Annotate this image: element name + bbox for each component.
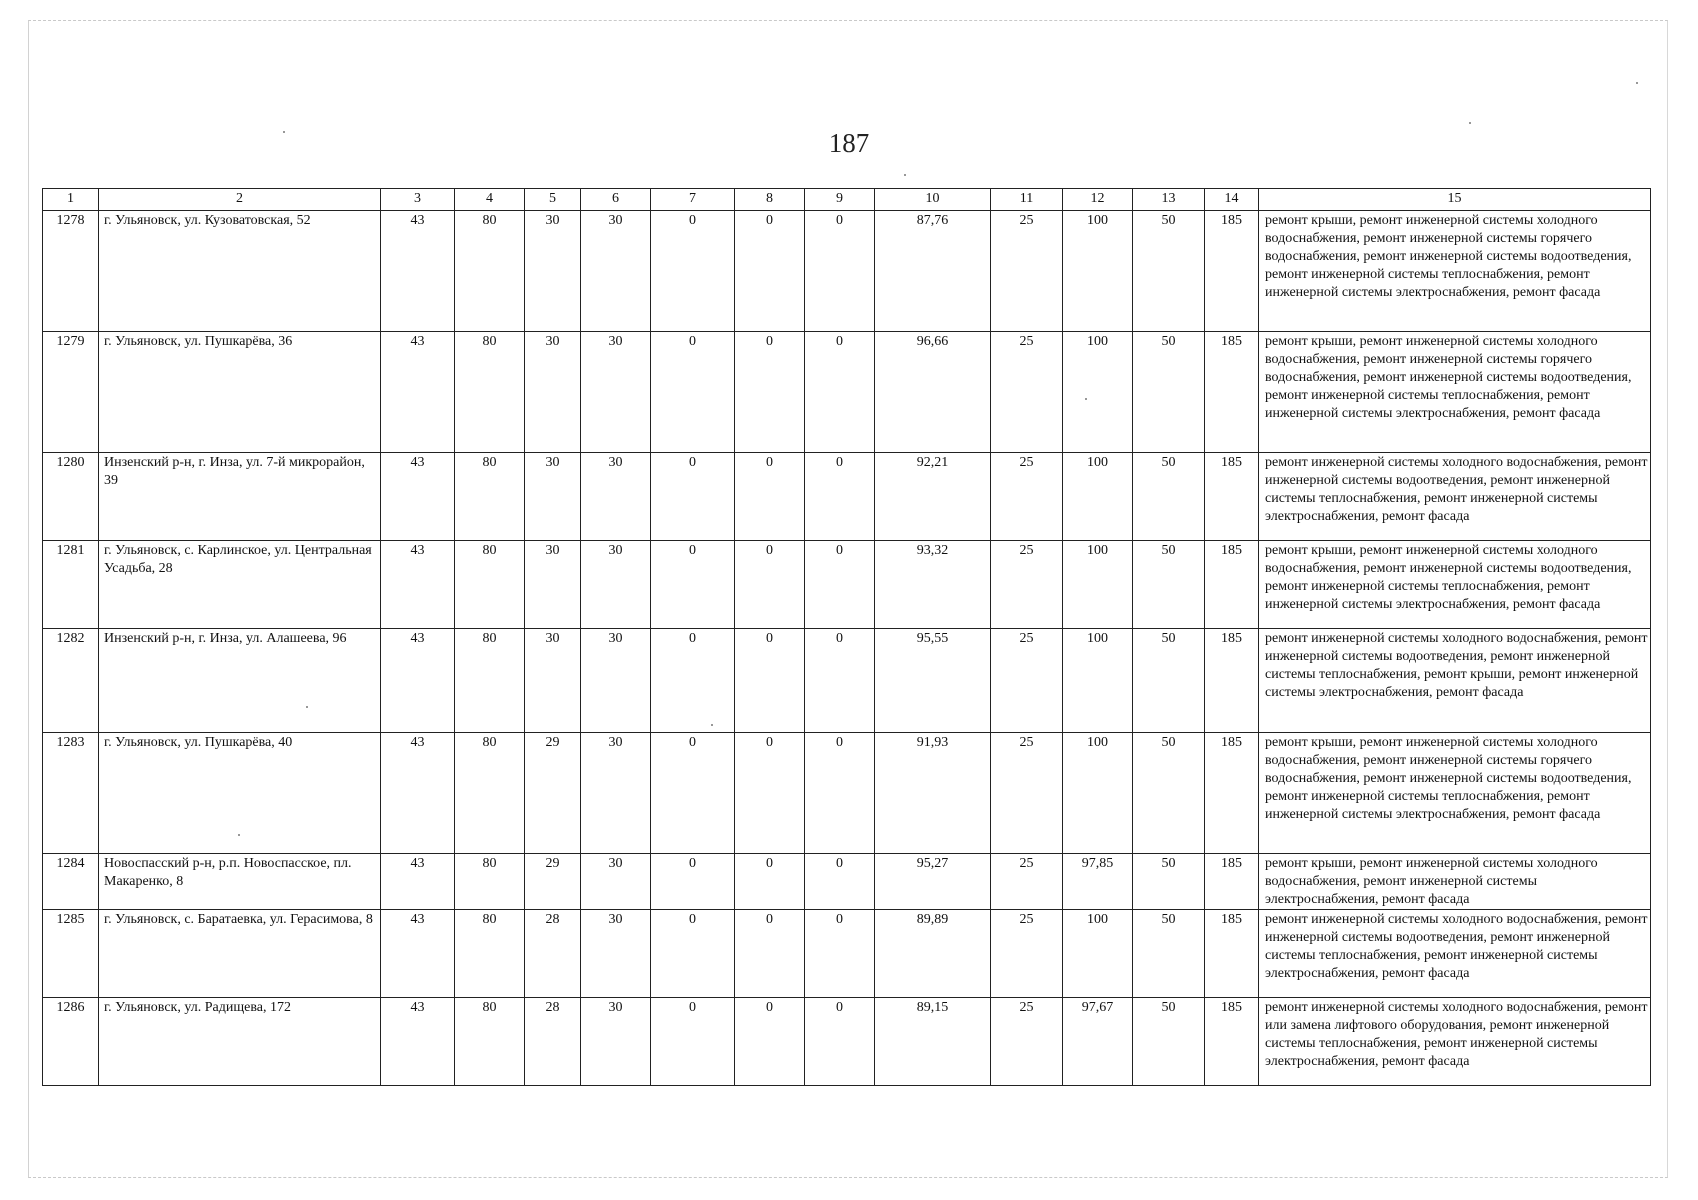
value-cell: 0 bbox=[805, 211, 875, 332]
value-cell: 185 bbox=[1205, 998, 1259, 1086]
value-cell: 30 bbox=[581, 998, 651, 1086]
value-cell: 43 bbox=[381, 629, 455, 733]
column-header-10: 10 bbox=[875, 189, 991, 211]
value-cell: 80 bbox=[455, 629, 525, 733]
value-cell: 185 bbox=[1205, 332, 1259, 453]
value-cell: 0 bbox=[651, 211, 735, 332]
value-cell: 1278 bbox=[43, 211, 99, 332]
value-cell: 0 bbox=[651, 854, 735, 910]
value-cell: 43 bbox=[381, 211, 455, 332]
value-cell: 25 bbox=[991, 541, 1063, 629]
column-header-3: 3 bbox=[381, 189, 455, 211]
value-cell: 0 bbox=[651, 453, 735, 541]
page-number: 187 bbox=[828, 128, 870, 158]
address-cell: Инзенский р-н, г. Инза, ул. Алашеева, 96 bbox=[99, 629, 381, 733]
value-cell: 30 bbox=[525, 453, 581, 541]
value-cell: 100 bbox=[1063, 629, 1133, 733]
table-body bbox=[43, 211, 1651, 1086]
value-cell: 0 bbox=[805, 541, 875, 629]
value-cell: 0 bbox=[805, 910, 875, 998]
column-header-6: 6 bbox=[581, 189, 651, 211]
value-cell: 0 bbox=[805, 453, 875, 541]
value-cell: 100 bbox=[1063, 541, 1133, 629]
value-cell: 97,85 bbox=[1063, 854, 1133, 910]
value-cell: 100 bbox=[1063, 332, 1133, 453]
value-cell: 95,27 bbox=[875, 854, 991, 910]
value-cell: 92,21 bbox=[875, 453, 991, 541]
value-cell: 0 bbox=[735, 733, 805, 854]
value-cell: 0 bbox=[735, 629, 805, 733]
value-cell: 30 bbox=[525, 211, 581, 332]
value-cell: 25 bbox=[991, 854, 1063, 910]
table-row bbox=[43, 998, 1651, 1086]
value-cell: 43 bbox=[381, 541, 455, 629]
value-cell: 25 bbox=[991, 211, 1063, 332]
value-cell: 93,32 bbox=[875, 541, 991, 629]
scan-speck bbox=[306, 706, 308, 708]
address-cell: г. Ульяновск, ул. Радищева, 172 bbox=[99, 998, 381, 1086]
value-cell: 43 bbox=[381, 453, 455, 541]
works-cell: ремонт крыши, ремонт инженерной системы холодного водоснабжения, ремонт инженерной системы горячего водоснабжения, ремонт инженерной системы водоотведения, ремонт инженерной системы теплоснабжения, ремонт инженерной системы электроснабжения, ремонт фасада bbox=[1259, 733, 1651, 854]
column-header-9: 9 bbox=[805, 189, 875, 211]
value-cell: 100 bbox=[1063, 211, 1133, 332]
table-row bbox=[43, 854, 1651, 910]
works-cell: ремонт инженерной системы холодного водоснабжения, ремонт или замена лифтового оборудования, ремонт инженерной системы теплоснабжения, ремонт инженерной системы электроснабжения, ремонт фасада bbox=[1259, 998, 1651, 1086]
value-cell: 0 bbox=[735, 332, 805, 453]
value-cell: 0 bbox=[651, 629, 735, 733]
table-row bbox=[43, 211, 1651, 332]
works-cell: ремонт инженерной системы холодного водоснабжения, ремонт инженерной системы водоотведения, ремонт инженерной системы теплоснабжения, ремонт инженерной системы электроснабжения, ремонт фасада bbox=[1259, 910, 1651, 998]
column-header-11: 11 bbox=[991, 189, 1063, 211]
value-cell: 1284 bbox=[43, 854, 99, 910]
value-cell: 50 bbox=[1133, 211, 1205, 332]
value-cell: 0 bbox=[805, 629, 875, 733]
value-cell: 30 bbox=[581, 332, 651, 453]
value-cell: 1283 bbox=[43, 733, 99, 854]
column-header-4: 4 bbox=[455, 189, 525, 211]
table-row bbox=[43, 629, 1651, 733]
value-cell: 43 bbox=[381, 910, 455, 998]
value-cell: 0 bbox=[805, 854, 875, 910]
works-cell: ремонт крыши, ремонт инженерной системы холодного водоснабжения, ремонт инженерной системы горячего водоснабжения, ремонт инженерной системы водоотведения, ремонт инженерной системы теплоснабжения, ремонт инженерной системы электроснабжения, ремонт фасада bbox=[1259, 211, 1651, 332]
value-cell: 96,66 bbox=[875, 332, 991, 453]
address-cell: г. Ульяновск, ул. Кузоватовская, 52 bbox=[99, 211, 381, 332]
works-cell: ремонт инженерной системы холодного водоснабжения, ремонт инженерной системы водоотведения, ремонт инженерной системы теплоснабжения, ремонт инженерной системы электроснабжения, ремонт фасада bbox=[1259, 453, 1651, 541]
address-cell: г. Ульяновск, с. Карлинское, ул. Центральная Усадьба, 28 bbox=[99, 541, 381, 629]
works-cell: ремонт инженерной системы холодного водоснабжения, ремонт инженерной системы водоотведения, ремонт инженерной системы теплоснабжения, ремонт крыши, ремонт инженерной системы электроснабжения, ремонт фасада bbox=[1259, 629, 1651, 733]
value-cell: 100 bbox=[1063, 733, 1133, 854]
value-cell: 30 bbox=[581, 733, 651, 854]
scan-speck bbox=[711, 724, 713, 726]
column-header-8: 8 bbox=[735, 189, 805, 211]
value-cell: 43 bbox=[381, 998, 455, 1086]
value-cell: 28 bbox=[525, 998, 581, 1086]
value-cell: 30 bbox=[581, 854, 651, 910]
works-cell: ремонт крыши, ремонт инженерной системы холодного водоснабжения, ремонт инженерной системы электроснабжения, ремонт фасада bbox=[1259, 854, 1651, 910]
table-row bbox=[43, 733, 1651, 854]
value-cell: 80 bbox=[455, 910, 525, 998]
value-cell: 80 bbox=[455, 733, 525, 854]
address-cell: Инзенский р-н, г. Инза, ул. 7-й микрорайон, 39 bbox=[99, 453, 381, 541]
value-cell: 185 bbox=[1205, 211, 1259, 332]
value-cell: 91,93 bbox=[875, 733, 991, 854]
value-cell: 0 bbox=[735, 998, 805, 1086]
header-row bbox=[43, 189, 1651, 211]
value-cell: 80 bbox=[455, 211, 525, 332]
value-cell: 28 bbox=[525, 910, 581, 998]
value-cell: 30 bbox=[581, 541, 651, 629]
value-cell: 25 bbox=[991, 629, 1063, 733]
value-cell: 25 bbox=[991, 998, 1063, 1086]
value-cell: 50 bbox=[1133, 541, 1205, 629]
value-cell: 25 bbox=[991, 910, 1063, 998]
value-cell: 30 bbox=[581, 629, 651, 733]
scan-speck bbox=[283, 131, 285, 133]
value-cell: 185 bbox=[1205, 910, 1259, 998]
value-cell: 100 bbox=[1063, 453, 1133, 541]
value-cell: 0 bbox=[735, 854, 805, 910]
value-cell: 0 bbox=[805, 998, 875, 1086]
column-header-15: 15 bbox=[1259, 189, 1651, 211]
scan-speck bbox=[1085, 398, 1087, 400]
value-cell: 25 bbox=[991, 332, 1063, 453]
table-row bbox=[43, 453, 1651, 541]
value-cell: 0 bbox=[651, 998, 735, 1086]
table-row bbox=[43, 910, 1651, 998]
value-cell: 1285 bbox=[43, 910, 99, 998]
value-cell: 0 bbox=[735, 211, 805, 332]
column-header-5: 5 bbox=[525, 189, 581, 211]
value-cell: 89,89 bbox=[875, 910, 991, 998]
value-cell: 50 bbox=[1133, 332, 1205, 453]
value-cell: 80 bbox=[455, 541, 525, 629]
value-cell: 50 bbox=[1133, 854, 1205, 910]
value-cell: 185 bbox=[1205, 733, 1259, 854]
value-cell: 0 bbox=[651, 910, 735, 998]
column-header-13: 13 bbox=[1133, 189, 1205, 211]
value-cell: 89,15 bbox=[875, 998, 991, 1086]
works-cell: ремонт крыши, ремонт инженерной системы холодного водоснабжения, ремонт инженерной системы водоотведения, ремонт инженерной системы теплоснабжения, ремонт инженерной системы электроснабжения, ремонт фасада bbox=[1259, 541, 1651, 629]
value-cell: 0 bbox=[651, 332, 735, 453]
value-cell: 185 bbox=[1205, 541, 1259, 629]
column-header-1: 1 bbox=[43, 189, 99, 211]
value-cell: 1280 bbox=[43, 453, 99, 541]
column-header-7: 7 bbox=[651, 189, 735, 211]
value-cell: 185 bbox=[1205, 453, 1259, 541]
address-cell: г. Ульяновск, ул. Пушкарёва, 40 bbox=[99, 733, 381, 854]
value-cell: 0 bbox=[735, 453, 805, 541]
value-cell: 0 bbox=[651, 541, 735, 629]
address-cell: Новоспасский р-н, р.п. Новоспасское, пл. Макаренко, 8 bbox=[99, 854, 381, 910]
value-cell: 80 bbox=[455, 453, 525, 541]
scan-speck bbox=[238, 834, 240, 836]
value-cell: 25 bbox=[991, 733, 1063, 854]
value-cell: 95,55 bbox=[875, 629, 991, 733]
works-cell: ремонт крыши, ремонт инженерной системы холодного водоснабжения, ремонт инженерной системы горячего водоснабжения, ремонт инженерной системы водоотведения, ремонт инженерной системы теплоснабжения, ремонт инженерной системы электроснабжения, ремонт фасада bbox=[1259, 332, 1651, 453]
value-cell: 25 bbox=[991, 453, 1063, 541]
table-row bbox=[43, 332, 1651, 453]
value-cell: 43 bbox=[381, 733, 455, 854]
value-cell: 29 bbox=[525, 733, 581, 854]
scan-speck bbox=[1469, 122, 1471, 124]
value-cell: 0 bbox=[805, 733, 875, 854]
address-cell: г. Ульяновск, с. Баратаевка, ул. Герасимова, 8 bbox=[99, 910, 381, 998]
value-cell: 50 bbox=[1133, 453, 1205, 541]
address-cell: г. Ульяновск, ул. Пушкарёва, 36 bbox=[99, 332, 381, 453]
column-header-12: 12 bbox=[1063, 189, 1133, 211]
value-cell: 185 bbox=[1205, 629, 1259, 733]
value-cell: 30 bbox=[525, 541, 581, 629]
value-cell: 100 bbox=[1063, 910, 1133, 998]
table-row bbox=[43, 541, 1651, 629]
value-cell: 29 bbox=[525, 854, 581, 910]
value-cell: 1282 bbox=[43, 629, 99, 733]
value-cell: 0 bbox=[735, 541, 805, 629]
value-cell: 1281 bbox=[43, 541, 99, 629]
value-cell: 50 bbox=[1133, 629, 1205, 733]
column-header-2: 2 bbox=[99, 189, 381, 211]
data-table bbox=[42, 188, 1651, 1086]
value-cell: 30 bbox=[581, 211, 651, 332]
column-header-14: 14 bbox=[1205, 189, 1259, 211]
scan-speck bbox=[904, 174, 906, 176]
value-cell: 50 bbox=[1133, 733, 1205, 854]
value-cell: 30 bbox=[581, 453, 651, 541]
value-cell: 1286 bbox=[43, 998, 99, 1086]
value-cell: 50 bbox=[1133, 998, 1205, 1086]
value-cell: 50 bbox=[1133, 910, 1205, 998]
value-cell: 43 bbox=[381, 854, 455, 910]
value-cell: 87,76 bbox=[875, 211, 991, 332]
scan-speck bbox=[1636, 82, 1638, 84]
value-cell: 80 bbox=[455, 998, 525, 1086]
value-cell: 80 bbox=[455, 854, 525, 910]
value-cell: 0 bbox=[805, 332, 875, 453]
value-cell: 1279 bbox=[43, 332, 99, 453]
value-cell: 0 bbox=[735, 910, 805, 998]
value-cell: 0 bbox=[651, 733, 735, 854]
value-cell: 43 bbox=[381, 332, 455, 453]
value-cell: 30 bbox=[525, 332, 581, 453]
value-cell: 30 bbox=[581, 910, 651, 998]
value-cell: 30 bbox=[525, 629, 581, 733]
value-cell: 80 bbox=[455, 332, 525, 453]
value-cell: 185 bbox=[1205, 854, 1259, 910]
value-cell: 97,67 bbox=[1063, 998, 1133, 1086]
